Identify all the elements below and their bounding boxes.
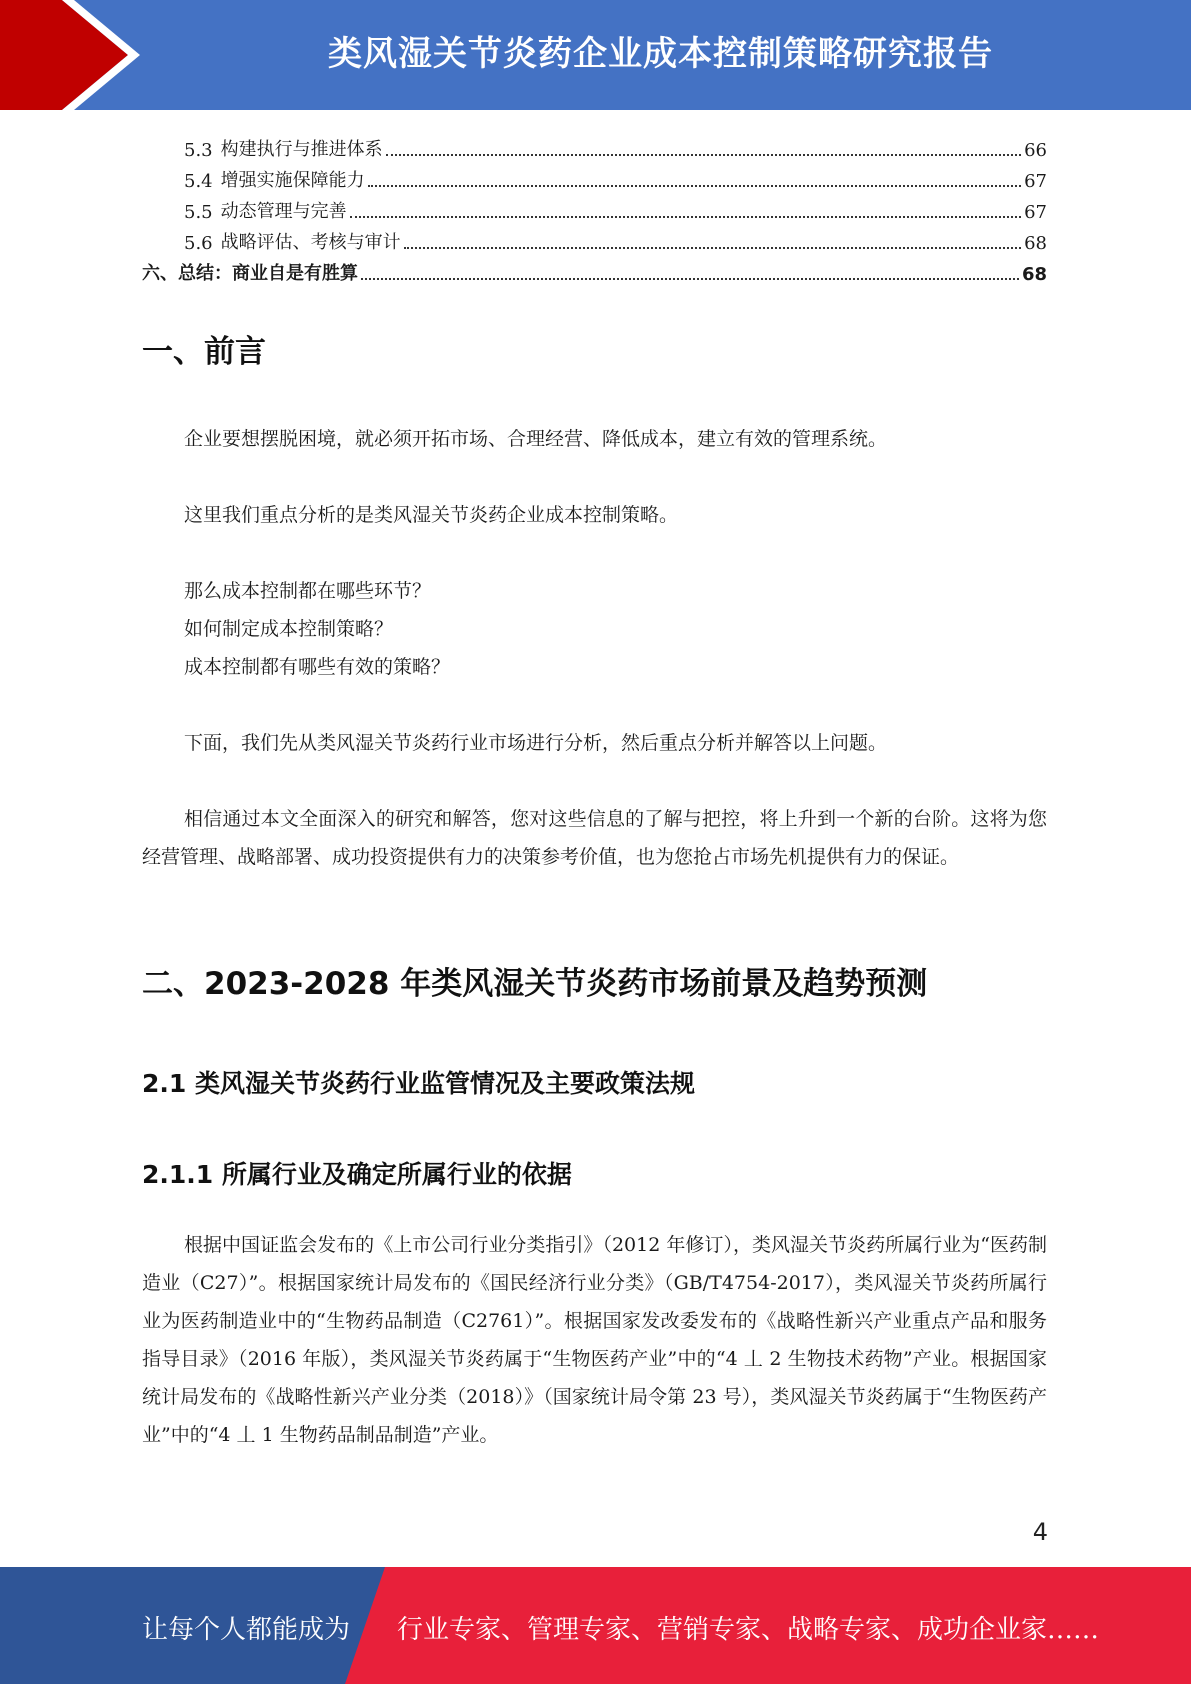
toc-page: 67 — [1024, 202, 1047, 223]
page-number: 4 — [1032, 1518, 1048, 1546]
paragraph: 下面，我们先从类风湿关节炎药行业市场进行分析，然后重点分析并解答以上问题。 — [184, 732, 888, 754]
subsection-heading: 2.1 类风湿关节炎药行业监管情况及主要政策法规 — [142, 1069, 695, 1098]
toc-text: 构建执行与推进体系 — [220, 139, 383, 160]
toc-leader — [361, 278, 1019, 280]
footer-slogan-right: 行业专家、管理专家、营销专家、战略专家、成功企业家…… — [397, 1615, 1100, 1645]
page-header — [0, 0, 1191, 110]
toc-number: 5.4 — [184, 171, 213, 192]
toc-entry[interactable] — [142, 192, 1047, 223]
subsection-heading: 2.1.1 所属行业及确定所属行业的依据 — [142, 1160, 572, 1189]
toc-text: 动态管理与完善 — [220, 201, 347, 222]
toc-page: 66 — [1024, 140, 1047, 161]
section-heading: 一、前言 — [142, 334, 266, 370]
toc-entry[interactable] — [142, 254, 1047, 285]
toc-number: 5.3 — [184, 140, 213, 161]
toc-text: 六、总结：商业自是有胜算 — [142, 263, 358, 284]
paragraph: 这里我们重点分析的是类风湿关节炎药企业成本控制策略。 — [184, 504, 679, 526]
question-line: 那么成本控制都在哪些环节？ — [184, 580, 432, 602]
table-of-contents — [142, 130, 1047, 285]
toc-number: 5.6 — [184, 233, 213, 254]
toc-text: 增强实施保障能力 — [220, 170, 365, 191]
toc-leader — [386, 154, 1021, 156]
toc-entry[interactable] — [142, 161, 1047, 192]
toc-leader — [368, 185, 1021, 187]
section-heading: 二、2023-2028 年类风湿关节炎药市场前景及趋势预测 — [142, 966, 928, 1002]
toc-entry[interactable] — [142, 223, 1047, 254]
footer-slogan-left: 让每个人都能成为 — [142, 1615, 351, 1645]
question-line: 成本控制都有哪些有效的策略？ — [184, 656, 451, 678]
toc-leader — [404, 247, 1021, 249]
toc-number: 5.5 — [184, 202, 213, 223]
toc-leader — [350, 216, 1021, 218]
report-title: 类风湿关节炎药企业成本控制策略研究报告 — [328, 34, 993, 74]
question-line: 如何制定成本控制策略？ — [184, 618, 394, 640]
paragraph: 企业要想摆脱困境，就必须开拓市场、合理经营、降低成本，建立有效的管理系统。 — [184, 428, 888, 450]
toc-page: 68 — [1024, 233, 1047, 254]
paragraph: 根据中国证监会发布的《上市公司行业分类指引》（2012 年修订），类风湿关节炎药所属行业为“医药制造业（C27）”。根据国家统计局发布的《国民经济行业分类》（GB/T4754-2017），类风湿关节炎药所属行业为医药制造业中的“生物药品制造（C2761）”。根据国家发改委发布的《战略性新兴产业重点产品和服务指导目录》（2016 年版），类风湿关节炎药属于“生物医药产业”中的“4 丄 2 生物技术药物”产业。根据国家统计局发布的《战略性新兴产业分类（2018）》（国家统计局令第 23 号），类风湿关节炎药属于“生物医药产业”中的“4 丄 1 生物药品制品制造”产业。 — [142, 1234, 1047, 1446]
toc-page: 68 — [1021, 264, 1047, 285]
toc-text: 战略评估、考核与审计 — [220, 232, 401, 253]
header-arrow-decoration — [0, 0, 160, 110]
paragraph: 相信通过本文全面深入的研究和解答，您对这些信息的了解与把控，将上升到一个新的台阶。这将为您经营管理、战略部署、成功投资提供有力的决策参考价值，也为您抢占市场先机提供有力的保证。 — [142, 808, 1047, 868]
page-footer — [0, 1567, 1191, 1684]
toc-page: 67 — [1024, 171, 1047, 192]
toc-entry[interactable] — [142, 130, 1047, 161]
